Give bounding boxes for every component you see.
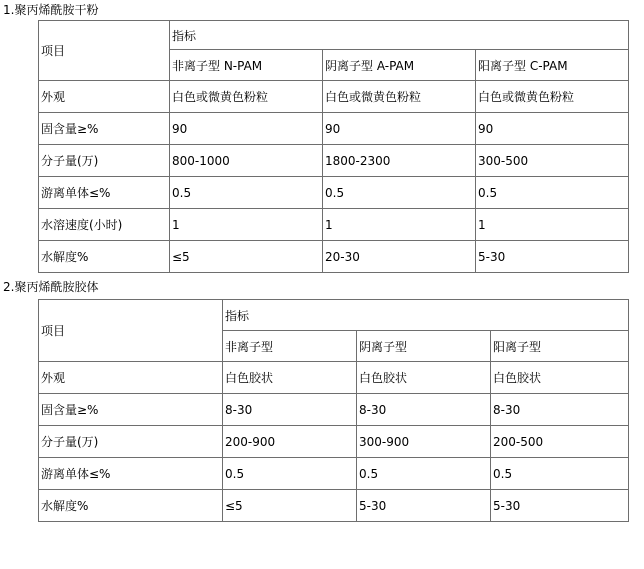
table-row	[39, 145, 629, 177]
row-label: 分子量(万)	[39, 145, 170, 177]
index-header-cell: 指标	[170, 21, 629, 50]
table-cell: 8-30	[223, 394, 357, 426]
anionic-header-cell: 阴离子型 A-PAM	[323, 50, 476, 81]
index-header-cell: 指标	[223, 300, 629, 331]
table-cell: 0.5	[223, 458, 357, 490]
table-row	[39, 81, 629, 113]
table-cell: 8-30	[491, 394, 629, 426]
row-label: 水解度%	[39, 241, 170, 273]
table-cell: 300-900	[357, 426, 491, 458]
section1-title: 1.聚丙烯酰胺干粉	[3, 3, 99, 17]
row-label: 分子量(万)	[39, 426, 223, 458]
table-header-row	[39, 300, 629, 331]
table-cell: 800-1000	[170, 145, 323, 177]
table-cell: 白色胶状	[491, 362, 629, 394]
row-label: 固含量≥%	[39, 113, 170, 145]
table-row	[39, 177, 629, 209]
nonionic-header-cell: 非离子型 N-PAM	[170, 50, 323, 81]
item-header-cell: 项目	[39, 300, 223, 362]
table-cell: 白色胶状	[223, 362, 357, 394]
table-row	[39, 362, 629, 394]
table-cell: 白色胶状	[357, 362, 491, 394]
table-row	[39, 241, 629, 273]
table-cell: 8-30	[357, 394, 491, 426]
cationic-header-cell: 阳离子型	[491, 331, 629, 362]
table-cell: 90	[170, 113, 323, 145]
table-row	[39, 209, 629, 241]
row-label: 固含量≥%	[39, 394, 223, 426]
table-cell: 5-30	[491, 490, 629, 522]
table-row	[39, 490, 629, 522]
table-cell: ≤5	[223, 490, 357, 522]
table-cell: 90	[476, 113, 629, 145]
table-row	[39, 426, 629, 458]
table-cell: 0.5	[323, 177, 476, 209]
cationic-header-cell: 阳离子型 C-PAM	[476, 50, 629, 81]
table-row	[39, 113, 629, 145]
table-cell: 0.5	[476, 177, 629, 209]
row-label: 外观	[39, 81, 170, 113]
table-cell: 200-500	[491, 426, 629, 458]
table-row	[39, 458, 629, 490]
table-row	[39, 394, 629, 426]
row-label: 游离单体≤%	[39, 458, 223, 490]
table-header-row	[39, 21, 629, 50]
table-cell: 0.5	[357, 458, 491, 490]
table-cell: 白色或微黄色粉粒	[476, 81, 629, 113]
row-label: 游离单体≤%	[39, 177, 170, 209]
table-cell: 200-900	[223, 426, 357, 458]
gel-spec-table	[38, 299, 629, 522]
nonionic-header-cell: 非离子型	[223, 331, 357, 362]
table-cell: 白色或微黄色粉粒	[170, 81, 323, 113]
table-cell: 0.5	[491, 458, 629, 490]
item-header-cell: 项目	[39, 21, 170, 81]
table-cell: 白色或微黄色粉粒	[323, 81, 476, 113]
table-cell: 5-30	[476, 241, 629, 273]
anionic-header-cell: 阴离子型	[357, 331, 491, 362]
table-cell: 1	[170, 209, 323, 241]
table-cell: 1	[323, 209, 476, 241]
table-cell: 0.5	[170, 177, 323, 209]
section2-title: 2.聚丙烯酰胺胶体	[3, 280, 99, 294]
dry-powder-spec-table	[38, 20, 629, 273]
table-cell: ≤5	[170, 241, 323, 273]
table-cell: 300-500	[476, 145, 629, 177]
table-cell: 20-30	[323, 241, 476, 273]
table-cell: 90	[323, 113, 476, 145]
table-cell: 5-30	[357, 490, 491, 522]
table-cell: 1800-2300	[323, 145, 476, 177]
row-label: 水溶速度(小时)	[39, 209, 170, 241]
table-cell: 1	[476, 209, 629, 241]
row-label: 外观	[39, 362, 223, 394]
row-label: 水解度%	[39, 490, 223, 522]
